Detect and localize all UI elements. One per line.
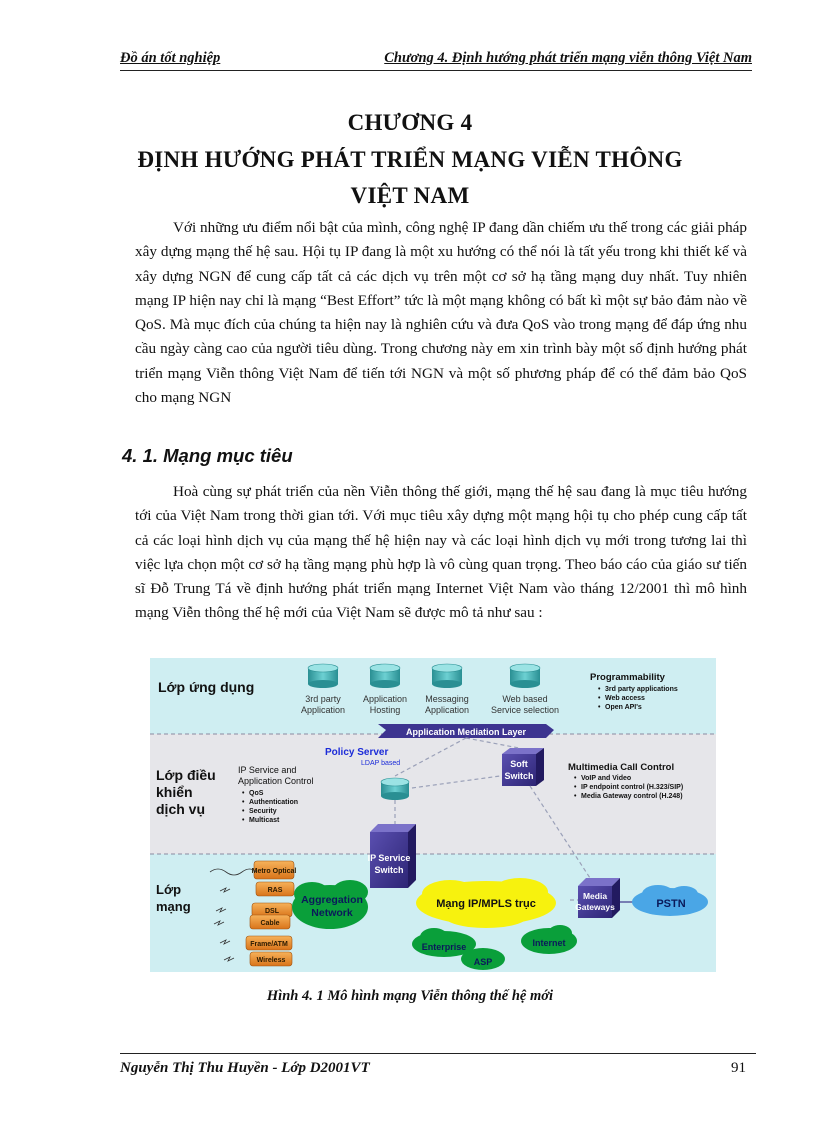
svg-text:Media Gateway control (H.248): Media Gateway control (H.248): [581, 793, 683, 800]
svg-text:Mạng IP/MPLS trục: Mạng IP/MPLS trục: [436, 898, 536, 910]
page-number: 91: [731, 1060, 746, 1076]
header-right: Chương 4. Định hướng phát triển mạng viễn thông Việt Nam: [384, 50, 752, 66]
svg-text:PSTN: PSTN: [656, 898, 686, 910]
layer-label-ctrl-2: khiển: [156, 784, 193, 800]
svg-text:Network: Network: [311, 907, 353, 919]
svg-text:Multicast: Multicast: [249, 817, 280, 824]
svg-text:Web access: Web access: [605, 695, 645, 702]
svg-text:•: •: [574, 784, 577, 791]
chapter-title-line1: ĐỊNH HƯỚNG PHÁT TRIỂN MẠNG VIỄN THÔNG: [137, 147, 683, 172]
svg-text:Application: Application: [424, 705, 470, 715]
asp-cloud: [461, 948, 505, 970]
svg-text:•: •: [598, 695, 601, 702]
layer-label-net-1: Lớp: [156, 882, 182, 897]
svg-text:IP Service: IP Service: [367, 853, 411, 863]
svg-text:Application: Application: [362, 694, 408, 704]
section-text: Hoà cùng sự phát triển của nền Viễn thông thế giới, mạng thế hệ sau đang là mục tiêu hướng tới của Việt Nam trong thời gian tới. Với mục tiêu xây dựng một mạng hội tụ cho phép cung cấp tất cả các loại hình dịch vụ của mạng thế hệ hiện nay và các loại hình dịch vụ mới trong tương lai thì việc lựa chọn một cơ sở hạ tầng mạng phù hợp là vô cùng quan trọng. Theo báo cáo của giáo sư tiến sĩ Đỗ Trung Tá về định hướng phát triển mạng Internet Việt Nam vào tháng 12/2001 thì mô hình mạng Viễn thông thế hệ mới của Việt Nam sẽ được mô tả như sau :: [135, 483, 747, 622]
svg-text:Media: Media: [582, 891, 608, 901]
svg-text:Application Mediation Layer: Application Mediation Layer: [405, 727, 527, 737]
svg-text:RAS: RAS: [267, 887, 283, 894]
layer-label-app: Lớp ứng dụng: [158, 679, 255, 695]
svg-text:Policy Server: Policy Server: [325, 747, 389, 758]
section-paragraph: [135, 480, 747, 626]
layer-label-ctrl-1: Lớp điều: [156, 767, 216, 783]
figure-caption: Hình 4. 1 Mô hình mạng Viễn thông thế hệ mới: [266, 988, 554, 1004]
ip-service-switch: [368, 824, 416, 888]
svg-text:QoS: QoS: [249, 790, 264, 797]
svg-text:IP Service and: IP Service and: [238, 765, 297, 775]
svg-text:Internet: Internet: [532, 938, 566, 948]
chapter-number: CHƯƠNG 4: [347, 110, 473, 135]
ngn-diagram: [150, 658, 716, 972]
svg-text:Programmability: Programmability: [590, 672, 665, 683]
svg-text:Switch: Switch: [374, 865, 404, 875]
svg-text:Enterprise: Enterprise: [421, 942, 467, 952]
svg-text:IP endpoint control (H.323/SIP: IP endpoint control (H.323/SIP): [581, 784, 684, 791]
svg-text:•: •: [242, 808, 245, 815]
section-heading: 4. 1. Mạng mục tiêu: [122, 445, 293, 466]
header-left: Đồ án tốt nghiệp: [120, 50, 221, 66]
access-cable: [250, 915, 290, 929]
svg-text:Application: Application: [300, 705, 346, 715]
svg-text:Messaging: Messaging: [425, 694, 469, 704]
svg-text:•: •: [242, 799, 245, 806]
layer-label-net-2: mạng: [156, 899, 191, 914]
svg-text:Hosting: Hosting: [369, 705, 401, 715]
footer-author: Nguyễn Thị Thu Huyền - Lớp D2001VT: [120, 1060, 370, 1076]
svg-text:VoIP and Video: VoIP and Video: [581, 775, 632, 782]
svg-text:Switch: Switch: [504, 771, 534, 781]
svg-text:3rd party: 3rd party: [305, 694, 341, 704]
aggregation-network: [292, 880, 368, 929]
access-metro-optical: [252, 861, 297, 879]
svg-text:Aggregation: Aggregation: [301, 894, 363, 906]
footer-divider: [120, 1053, 756, 1054]
svg-text:Wireless: Wireless: [256, 957, 286, 964]
svg-text:Web based: Web based: [502, 694, 548, 704]
svg-text:DSL: DSL: [265, 908, 279, 915]
soft-switch: [502, 748, 544, 786]
svg-text:3rd party applications: 3rd party applications: [605, 686, 678, 693]
svg-text:Cable: Cable: [260, 920, 280, 927]
access-ras: [256, 882, 294, 896]
chapter-title-line2: VIỆT NAM: [350, 183, 470, 208]
svg-text:Security: Security: [249, 808, 277, 815]
svg-text:Metro Optical: Metro Optical: [251, 868, 297, 875]
svg-text:Frame/ATM: Frame/ATM: [250, 941, 288, 948]
svg-text:Authentication: Authentication: [249, 799, 298, 806]
svg-text:ASP: ASP: [473, 957, 493, 967]
intro-text: Với những ưu điểm nổi bật của mình, công nghệ IP đang dần chiếm ưu thế trong các giải pháp xây dựng mạng thế hệ sau. Hội tụ IP đang là một xu hướng có thể nói là tất yếu trong khi thiết kế và xây dựng NGN để cung cấp tất cả các dịch vụ trên một cơ sở hạ tầng mạng duy nhất. Tuy nhiên mạng IP hiện nay chỉ là mạng “Best Effort” tức là một mạng không có bất kì một sự bảo đảm nào về QoS. Mà mục đích của chúng ta hiện nay là nghiên cứu và đưa QoS vào trong mạng để đáp ứng nhu cầu ngày càng cao của người tiêu dùng. Trong chương này em xin trình bày một số định hướng phát triển mạng Viễn thông Việt Nam để tiến tới NGN và một số phương pháp để có thể đảm bảo QoS cho mạng NGN: [135, 219, 747, 407]
access-wireless: [250, 952, 292, 966]
svg-text:•: •: [574, 793, 577, 800]
svg-text:Gateways: Gateways: [575, 902, 615, 912]
svg-text:Application Control: Application Control: [238, 776, 314, 786]
svg-text:Service selection: Service selection: [490, 705, 560, 715]
svg-text:•: •: [598, 704, 601, 711]
page-header: [120, 48, 752, 71]
media-gateway: [575, 878, 620, 918]
access-frame-atm: [246, 936, 292, 950]
svg-text:•: •: [574, 775, 577, 782]
svg-text:Open API's: Open API's: [605, 704, 642, 711]
svg-text:Soft: Soft: [510, 759, 528, 769]
layer-label-ctrl-3: dịch vụ: [156, 801, 206, 817]
application-mediation-layer: [378, 724, 554, 738]
svg-text:LDAP based: LDAP based: [361, 760, 401, 767]
svg-text:•: •: [242, 790, 245, 797]
svg-text:•: •: [242, 817, 245, 824]
svg-text:•: •: [598, 686, 601, 693]
svg-text:Multimedia Call Control: Multimedia Call Control: [568, 762, 675, 773]
intro-paragraph: [135, 216, 747, 410]
